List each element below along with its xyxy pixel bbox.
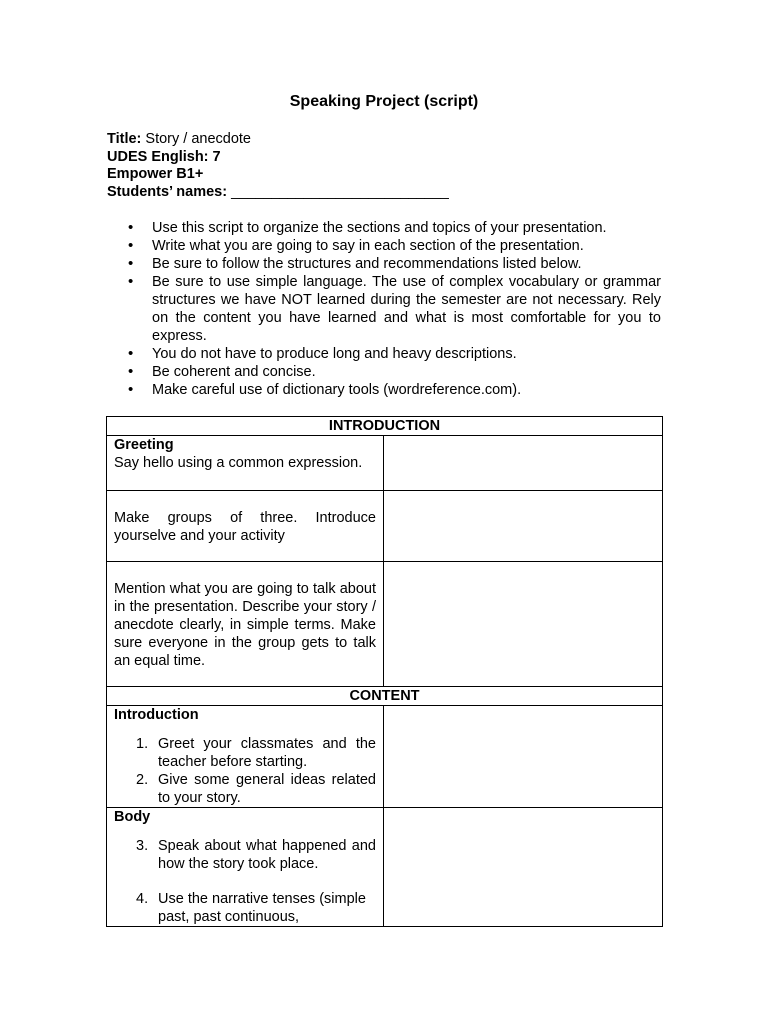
body-steps (114, 837, 376, 926)
step-text: Greet your classmates and the teacher before starting. (158, 736, 376, 770)
list-item (114, 890, 376, 926)
greeting-cell (107, 436, 384, 491)
introduction-header-row (107, 417, 663, 436)
title-value: Story / anecdote (141, 131, 251, 147)
content-header: CONTENT (107, 687, 663, 706)
groups-cell (107, 491, 384, 562)
instruction-item: • Make careful use of dictionary tools (wordreference.com). (107, 381, 661, 399)
groups-text: Make groups of three. Introduce yourselve and your activity (114, 510, 376, 544)
course-line (107, 149, 449, 167)
table-row (107, 562, 663, 687)
students-label: Students’ names: (107, 183, 228, 200)
step-number: 2. (136, 772, 149, 788)
introduction-header: INTRODUCTION (107, 417, 663, 436)
table-row (107, 491, 663, 562)
instruction-item: • Use this script to organize the sections and topics of your presentation. (107, 219, 661, 237)
course-label: UDES English: 7 (107, 148, 221, 165)
instruction-list (107, 219, 661, 399)
step-text: Give some general ideas related to your story. (158, 772, 376, 806)
answer-cell[interactable] (384, 706, 663, 808)
list-item (114, 837, 376, 873)
intro-heading: Introduction (114, 707, 199, 723)
title-line (107, 131, 449, 149)
instruction-item: • Be sure to follow the structures and recommendations listed below. (107, 255, 661, 273)
instruction-item: • Write what you are going to say in each section of the presentation. (107, 237, 661, 255)
mention-cell (107, 562, 384, 687)
script-table (106, 416, 663, 927)
greeting-heading: Greeting (114, 437, 174, 453)
step-number: 3. (136, 838, 149, 854)
greeting-text: Say hello using a common expression. (114, 455, 363, 471)
table-row (107, 808, 663, 927)
step-number: 4. (136, 891, 149, 907)
content-header-row (107, 687, 663, 706)
answer-cell[interactable] (384, 562, 663, 687)
instruction-item: • Be coherent and concise. (107, 363, 661, 381)
answer-cell[interactable] (384, 808, 663, 927)
level-label: Empower B1+ (107, 166, 204, 182)
body-heading: Body (114, 809, 151, 825)
level-line (107, 166, 449, 184)
instruction-item: • Be sure to use simple language. The use of complex vocabulary or grammar structures we have NOT learned during the semester are not necessary. Rely on the content you have learned and what is most comfortable for you to express. (107, 273, 661, 345)
step-number: 1. (136, 736, 149, 752)
answer-cell[interactable] (384, 491, 663, 562)
mention-text: Mention what you are going to talk about in the presentation. Describe your story / anecdote clearly, in simple terms. Make sure everyone in the group gets to talk an equal time. (114, 581, 376, 669)
table-row (107, 436, 663, 491)
page-title: Speaking Project (script) (289, 93, 479, 110)
body-cell (107, 808, 384, 927)
step-text: Use the narrative tenses (simple past, past continuous, (158, 891, 366, 925)
instruction-item: • You do not have to produce long and heavy descriptions. (107, 345, 661, 363)
document-meta (107, 131, 449, 201)
step-text: Speak about what happened and how the story took place. (158, 838, 376, 872)
list-item (114, 735, 376, 771)
table-row (107, 706, 663, 808)
intro-steps (114, 735, 376, 807)
answer-cell[interactable] (384, 436, 663, 491)
list-item (114, 771, 376, 807)
students-line (107, 184, 449, 202)
intro-cell (107, 706, 384, 808)
title-label: Title: (107, 131, 142, 147)
students-blank: ___________________________ (227, 183, 449, 200)
